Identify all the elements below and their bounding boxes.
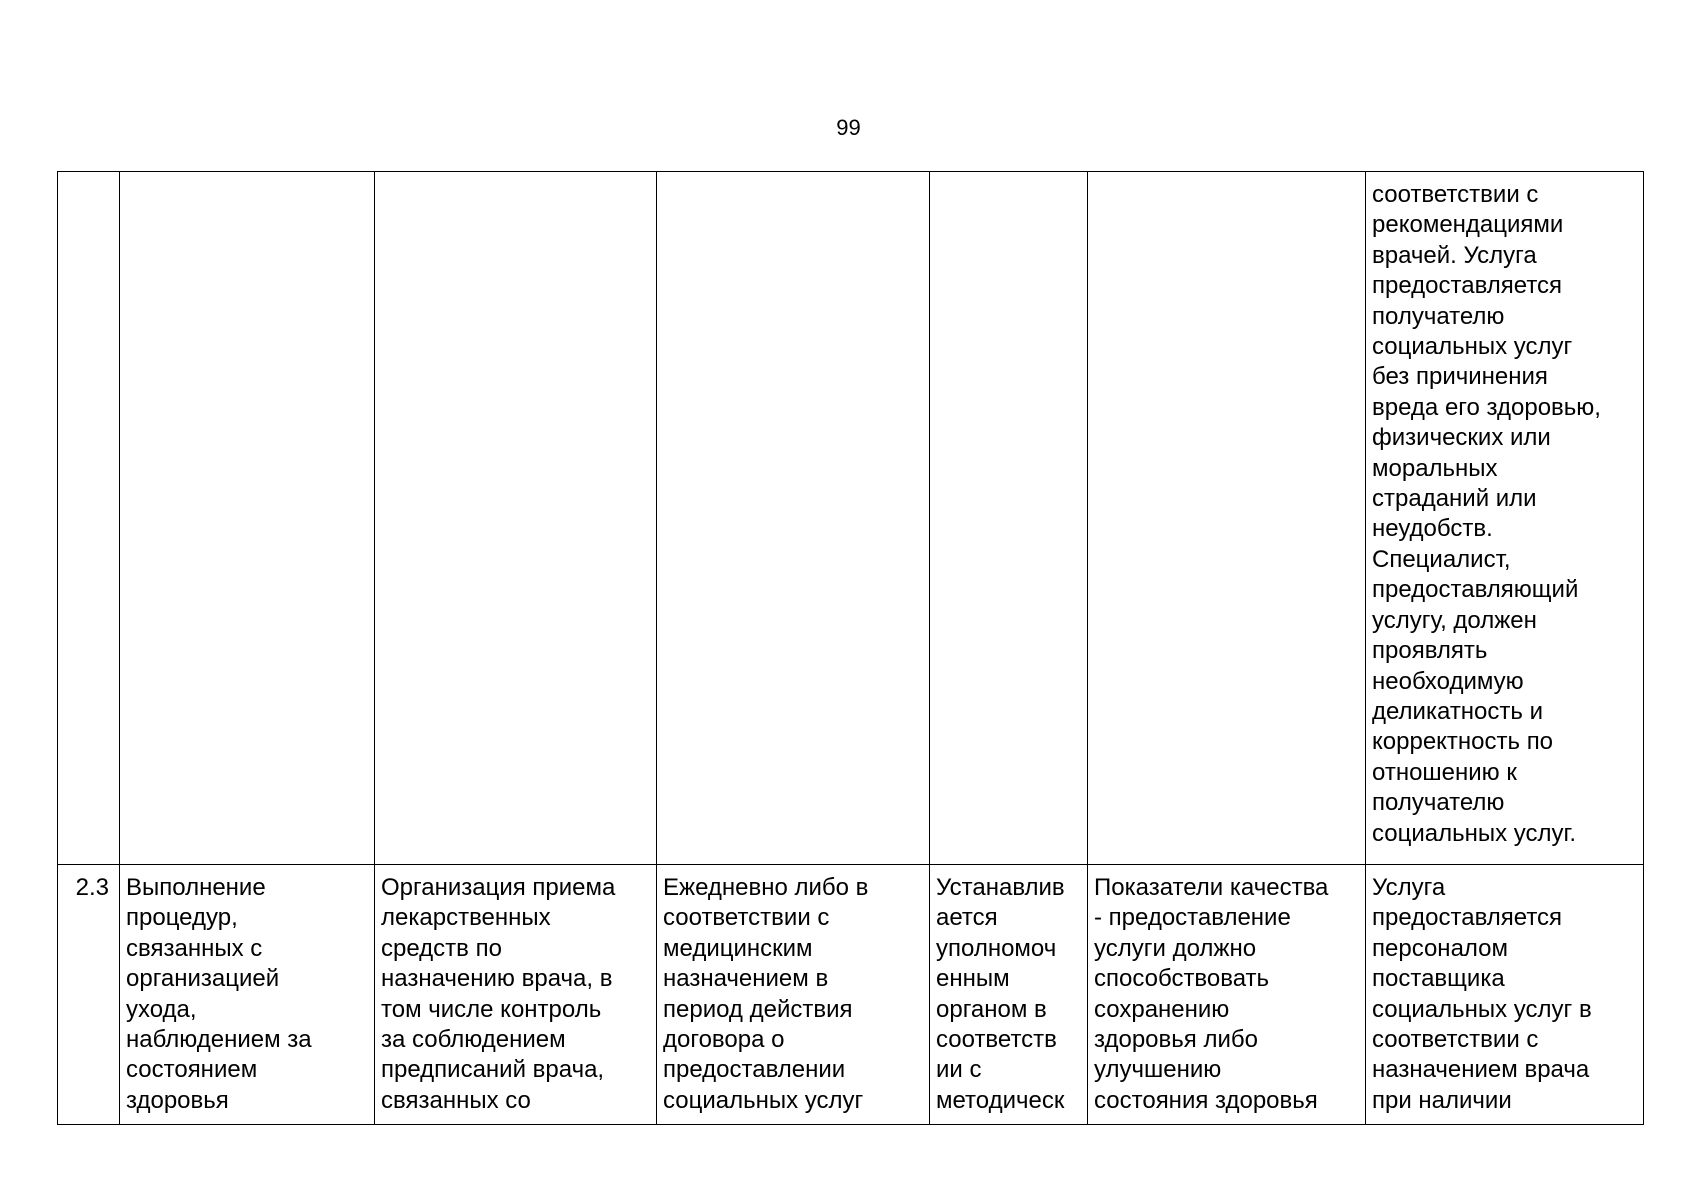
cost-cell: Устанавлив ается уполномоч енным органом в соответств ии с методическ [930,865,1088,1125]
service-description-cell [375,172,657,865]
service-name-cell [120,172,375,865]
table-row [58,172,1644,865]
quality-indicators-cell [1088,172,1366,865]
service-name-cell: Выполнение процедур, связанных с организацией ухода, наблюдением за состоянием здоровья [120,865,375,1125]
service-description-cell: Организация приема лекарственных средств по назначению врача, в том числе контроль за соблюдением предписаний врача, связанных со [375,865,657,1125]
schedule-cell: Ежедневно либо в соответствии с медицинским назначением в период действия договора о предоставлении социальных услуг [657,865,930,1125]
row-number-cell [58,172,120,865]
conditions-cell: соответствии с рекомендациями врачей. Услуга предоставляется получателю социальных услуг без причинения вреда его здоровью, физических или моральных страданий или неудобств. Специалист, предоставляющий услугу, должен проявлять необходимую деликатность и корректность по отношению к получателю социальных услуг. [1366,172,1644,865]
schedule-cell [657,172,930,865]
page-number: 99 [836,115,861,140]
services-table [57,171,1644,1125]
conditions-cell: Услуга предоставляется персоналом поставщика социальных услуг в соответствии с назначением врача при наличии [1366,865,1644,1125]
row-number-cell: 2.3 [58,865,120,1125]
table-row [58,865,1644,1125]
quality-indicators-cell: Показатели качества - предоставление услуги должно способствовать сохранению здоровья либо улучшению состояния здоровья [1088,865,1366,1125]
cost-cell [930,172,1088,865]
